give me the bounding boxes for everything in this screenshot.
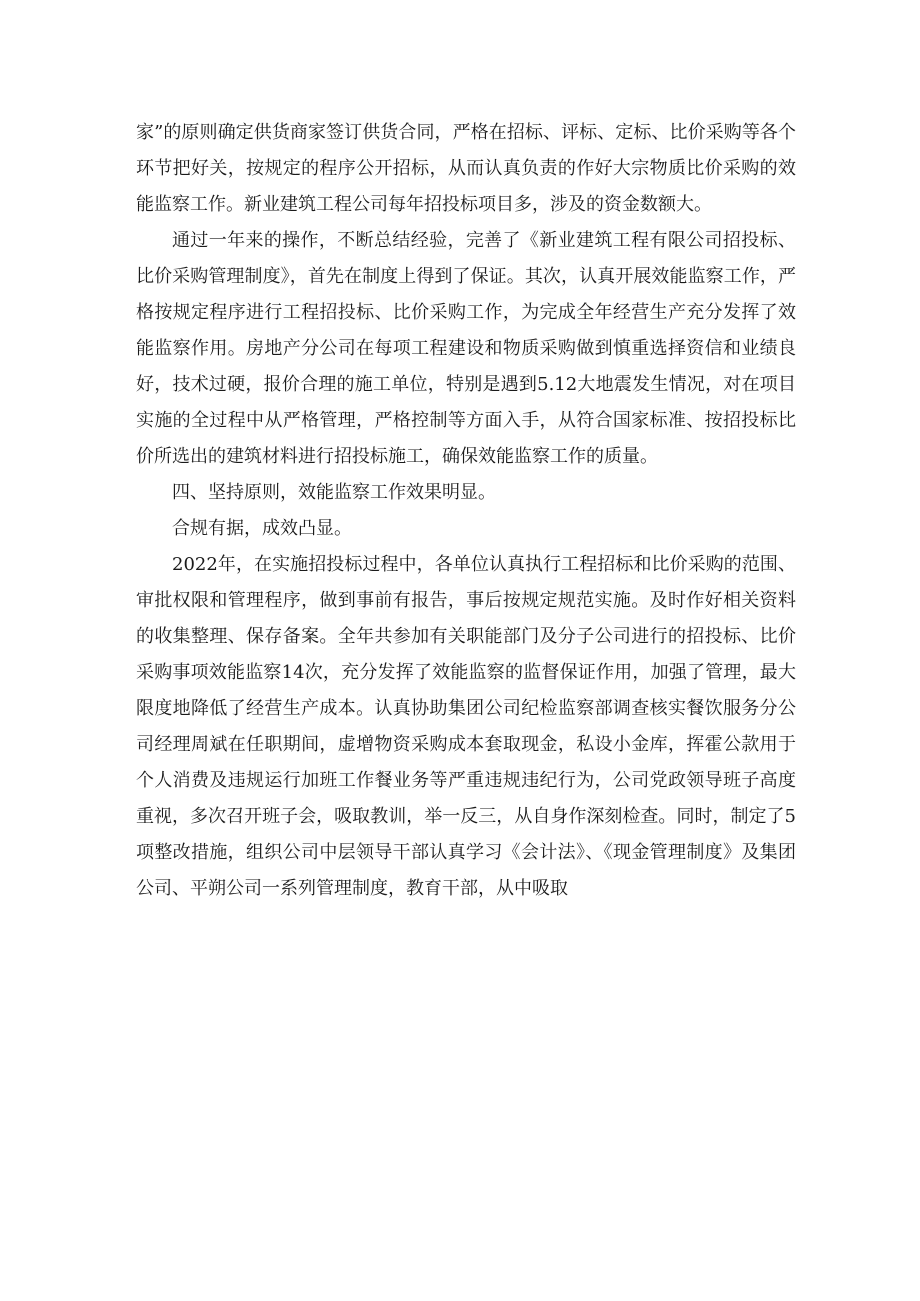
paragraph-5: 2022年，在实施招投标过程中，各单位认真执行工程招标和比价采购的范围、审批权限和管理程序，做到事前有报告，事后按规定规范实施。及时作好相关资料的收集整理、保存备案。全年共参加有关职能部门及分子公司进行的招投标、比价采购事项效能监察14次，充分发挥了效能监察的监督保证作用，加强了管理，最大限度地降低了经营生产成本。认真协助集团公司纪检监察部调查核实餐饮服务分公司经理周斌在任职期间，虚增物资采购成本套取现金，私设小金库，挥霍公款用于个人消费及违规运行加班工作餐业务等严重违规违纪行为，公司党政领导班子高度重视，多次召开班子会，吸取教训，举一反三，从自身作深刻检查。同时，制定了5项整改措施，组织公司中层领导干部认真学习《会计法》、《现金管理制度》及集团公司、平朔公司一系列管理制度，教育干部，从中吸取 (136, 554, 796, 899)
subheading: 合规有据，成效凸显。 (172, 518, 352, 539)
section-heading-4: 四、坚持原则，效能监察工作效果明显。 (172, 482, 496, 503)
document-body (136, 115, 796, 907)
paragraph-2: 通过一年来的操作，不断总结经验，完善了《新业建筑工程有限公司招投标、比价采购管理制度》，首先在制度上得到了保证。其次，认真开展效能监察工作，严格按规定程序进行工程招投标、比价采购工作，为完成全年经营生产充分发挥了效能监察作用。房地产分公司在每项工程建设和物质采购做到慎重选择资信和业绩良好，技术过硬，报价合理的施工单位，特别是遇到5.12大地震发生情况，对在项目实施的全过程中从严格管理，严格控制等方面入手，从符合国家标准、按招投标比价所选出的建筑材料进行招投标施工，确保效能监察工作的质量。 (136, 230, 796, 467)
paragraph-1: 家”的原则确定供货商家签订供货合同，严格在招标、评标、定标、比价采购等各个环节把好关，按规定的程序公开招标，从而认真负责的作好大宗物质比价采购的效能监察工作。新业建筑工程公司每年招投标项目多，涉及的资金数额大。 (136, 122, 796, 215)
